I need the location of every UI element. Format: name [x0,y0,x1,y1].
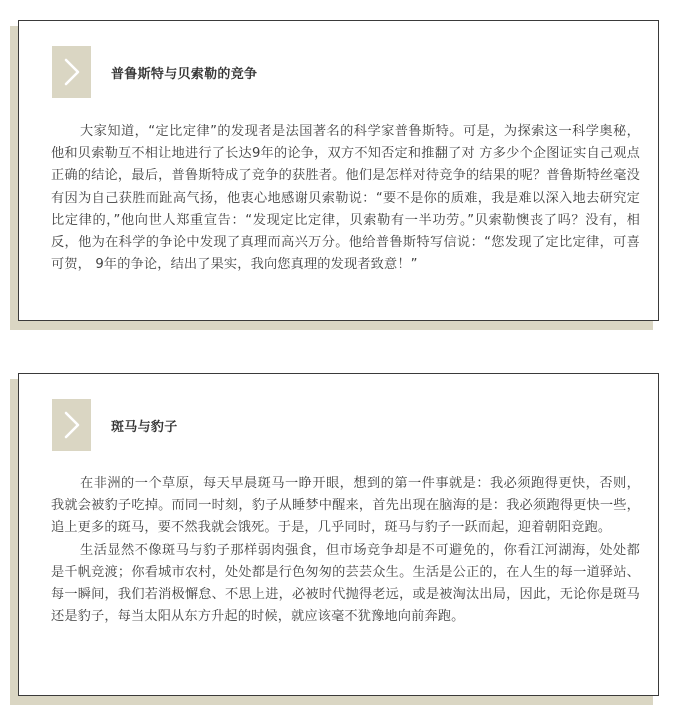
card-title: 普鲁斯特与贝索勒的竞争 [111,67,258,82]
card-frame [18,373,659,696]
chevron-right-icon [62,58,82,86]
card-body [51,121,640,276]
paragraph: 生活显然不像斑马与豹子那样弱肉强食，但市场竞争却是不可避免的，你看江河湖海，处处都是千帆竞渡；你看城市农村，处处都是行色匆匆的芸芸众生。生活是公正的，在人生的每一道驿站、每一瞬间，我们若消极懈怠、不思上进，必被时代抛得老远，或是被淘汰出局，因此，无论你是斑马还是豹子，每当太阳从东方升起的时候，就应该毫不犹豫地向前奔跑。 [51,542,640,625]
article-card-1 [10,20,661,330]
chevron-right-icon [62,411,82,439]
paragraph: 在非洲的一个草原，每天早晨斑马一睁开眼，想到的第一件事就是：我必须跑得更快，否则，我就会被豹子吃掉。而同一时刻，豹子从睡梦中醒来，首先出现在脑海的是：我必须跑得更快一些，追上更多的斑马，要不然我就会饿死。于是，几乎同时，斑马与豹子一跃而起，迎着朝阳竞跑。 [51,476,640,536]
title-badge [52,46,91,98]
paragraph: 大家知道，“定比定律”的发现者是法国著名的科学家普鲁斯特。可是，为探索这一科学奥秘，他和贝索勒互不相让地进行了长达9年的论争，双方不知否定和推翻了对 方多少个企图证实自己观点正确的结论，最后，普鲁斯特成了竞争的获胜者。他们是怎样对待竞争的结果的呢？普鲁斯特丝毫没有因为自己获胜而趾高气扬，他衷心地感谢贝索勒说：“要不是你的质难，我是难以深入地去研究定比定律的，”他向世人郑重宣告：“发现定比定律，贝索勒有一半功劳。”贝索勒懊丧了吗？没有，相反，他为在科学的争论中发现了真理而高兴万分。他给普鲁斯特写信说：“您发现了定比定律，可喜可贺， 9年的争论，结出了果实，我向您真理的发现者致意！” [51,124,640,273]
article-card-2 [10,373,661,705]
card-body [51,473,640,628]
title-badge [52,399,91,451]
card-title: 斑马与豹子 [111,420,178,435]
card-frame [18,20,659,321]
